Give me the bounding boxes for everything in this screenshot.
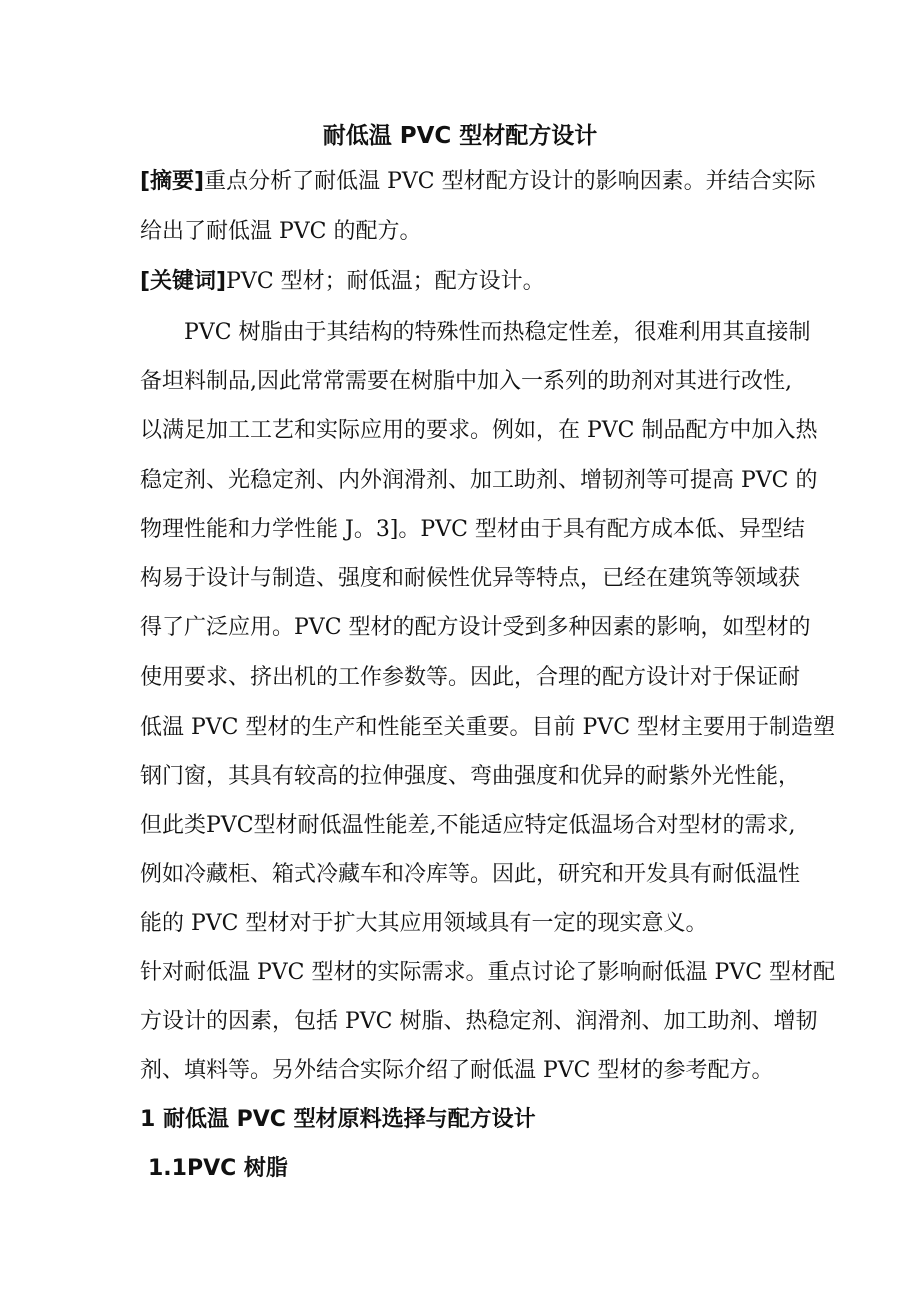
body-line: 针对耐低温 PVC 型材的实际需求。重点讨论了影响耐低温 PVC 型材配: [140, 960, 836, 985]
keywords-line: [140, 264, 545, 300]
body-line: 例如冷藏柜、箱式冷藏车和冷库等。因此，研究和开发具有耐低温性: [140, 862, 801, 887]
section-heading: 1 耐低温 PVC 型材原料选择与配方设计: [140, 1107, 536, 1132]
body-line: 方设计的因素，包括 PVC 树脂、热稳定剂、润滑剂、加工助剂、增韧: [140, 1009, 818, 1034]
body-line: 使用要求、挤出机的工作参数等。因此，合理的配方设计对于保证耐: [140, 665, 801, 690]
body-line: 剂、填料等。另外结合实际介绍了耐低温 PVC 型材的参考配方。: [140, 1058, 774, 1083]
body-line: 低温 PVC 型材的生产和性能至关重要。目前 PVC 型材主要用于制造塑: [140, 715, 836, 740]
keywords-text: PVC 型材；耐低温；配方设计。: [226, 269, 545, 294]
body-line: 稳定剂、光稳定剂、内外润滑剂、加工助剂、增韧剂等可提高 PVC 的: [140, 468, 818, 493]
body-line: 备坦料制品,因此常常需要在树脂中加入一系列的助剂对其进行改性,: [140, 369, 792, 394]
body-line: 但此类PVC型材耐低温性能差,不能适应特定低温场合对型材的需求,: [140, 813, 796, 838]
abstract-line-2: 给出了耐低温 PVC 的配方。: [140, 219, 422, 244]
body-line: 能的 PVC 型材对于扩大其应用领域具有一定的现实意义。: [140, 911, 708, 936]
abstract-text-1: 重点分析了耐低温 PVC 型材配方设计的影响因素。并结合实际: [204, 169, 816, 194]
subsection-heading: 1.1PVC 树脂: [148, 1156, 288, 1181]
body-line: 构易于设计与制造、强度和耐候性优异等特点，已经在建筑等领域获: [140, 566, 801, 591]
body-line: 物理性能和力学性能 J。3]。PVC 型材由于具有配方成本低、异型结: [140, 517, 805, 542]
body-line: PVC 树脂由于其结构的特殊性而热稳定性差，很难利用其直接制: [184, 320, 811, 345]
keywords-label: [关键词]: [140, 269, 227, 294]
abstract-line-1: [140, 164, 816, 200]
body-line: 钢门窗，其具有较高的拉伸强度、弯曲强度和优异的耐紫外光性能，: [140, 764, 801, 789]
abstract-label: [摘要]: [140, 169, 205, 194]
body-line: 得了广泛应用。PVC 型材的配方设计受到多种因素的影响，如型材的: [140, 615, 811, 640]
document-title: 耐低温 PVC 型材配方设计: [322, 123, 598, 149]
body-line: 以满足加工工艺和实际应用的要求。例如，在 PVC 制品配方中加入热: [140, 418, 818, 443]
